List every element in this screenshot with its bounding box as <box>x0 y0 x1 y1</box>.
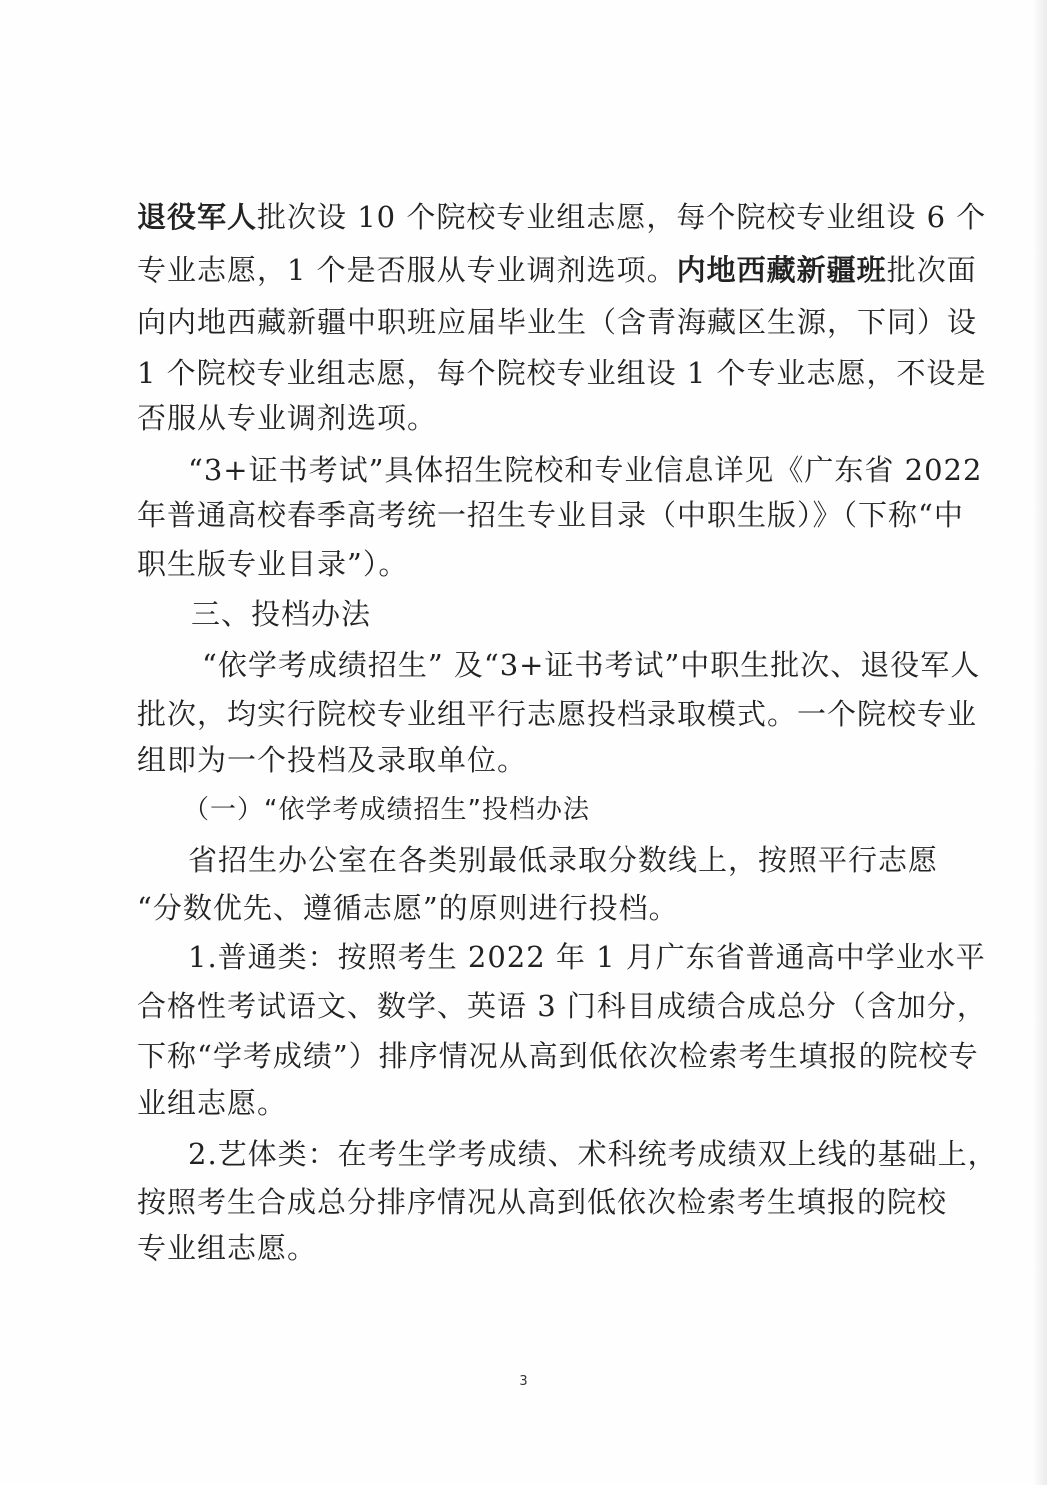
text-line <box>0 197 1047 237</box>
text-run: 批次，均实行院校专业组平行志愿投档录取模式。一个院校专业 <box>137 697 978 731</box>
text-run: 业组志愿。 <box>137 1086 288 1120</box>
text-run: 年普通高校春季高考统一招生专业目录（中职生版）》（下称“中 <box>137 498 964 532</box>
subsection-heading-text: （一）“依学考成绩招生”投档办法 <box>183 795 590 825</box>
text-line <box>0 450 1047 490</box>
text-line <box>0 937 1047 977</box>
text-run: 按照考生合成总分排序情况从高到低依次检索考生填报的院校 <box>137 1185 948 1219</box>
text-run: 否服从专业调剂选项。 <box>137 401 438 435</box>
section-heading <box>0 594 1047 634</box>
text-line <box>0 1083 1047 1123</box>
text-run: 组即为一个投档及录取单位。 <box>137 743 528 777</box>
text-line <box>0 1134 1047 1174</box>
text-run: 2.艺体类：在考生学考成绩、术科统考成绩双上线的基础上， <box>188 1137 998 1171</box>
text-run: 合格性考试语文、数学、英语 3 门科目成绩合成总分（含加分， <box>137 989 987 1023</box>
text-line <box>0 1228 1047 1268</box>
text-run: 专业组志愿。 <box>137 1231 318 1265</box>
text-line <box>0 694 1047 734</box>
text-run: 省招生办公室在各类别最低录取分数线上，按照平行志愿 <box>188 843 939 877</box>
text-line <box>0 495 1047 535</box>
text-line <box>0 544 1047 584</box>
text-line <box>0 986 1047 1026</box>
text-run: 1 个院校专业组志愿，每个院校专业组设 1 个专业志愿，不设是 <box>137 356 987 390</box>
text-line <box>0 645 1047 685</box>
text-line <box>0 1182 1047 1222</box>
text-run: “分数优先、遵循志愿”的原则进行投档。 <box>137 891 679 925</box>
text-run: “依学考成绩招生” 及“3+证书考试”中职生批次、退役军人 <box>202 648 981 682</box>
text-line <box>0 840 1047 880</box>
text-run: 专业志愿，1 个是否服从专业调剂选项。 <box>137 253 677 287</box>
bold-term: 内地西藏新疆班 <box>676 253 887 287</box>
text-run: 1.普通类：按照考生 2022 年 1 月广东省普通高中学业水平 <box>188 940 986 974</box>
text-run: 向内地西藏新疆中职班应届毕业生（含青海藏区生源，下同）设 <box>137 305 978 339</box>
subsection-heading <box>0 790 1047 830</box>
bold-term: 退役军人 <box>137 200 258 234</box>
text-line <box>0 302 1047 342</box>
section-heading-text: 三、投档办法 <box>191 597 372 631</box>
text-line <box>0 740 1047 780</box>
text-run: 批次面 <box>886 253 977 287</box>
text-run: 职生版专业目录”）。 <box>137 547 409 581</box>
page-number: 3 <box>519 1374 528 1389</box>
text-run: 下称“学考成绩”）排序情况从高到低依次检索考生填报的院校专 <box>137 1039 979 1073</box>
text-line <box>0 353 1047 393</box>
text-line <box>0 250 1047 290</box>
text-line <box>0 398 1047 438</box>
text-run: “3+证书考试”具体招生院校和专业信息详见《广东省 2022 <box>188 453 983 487</box>
text-run: 批次设 10 个院校专业组志愿，每个院校专业组设 6 个 <box>257 200 987 234</box>
text-line <box>0 888 1047 928</box>
text-line <box>0 1036 1047 1076</box>
